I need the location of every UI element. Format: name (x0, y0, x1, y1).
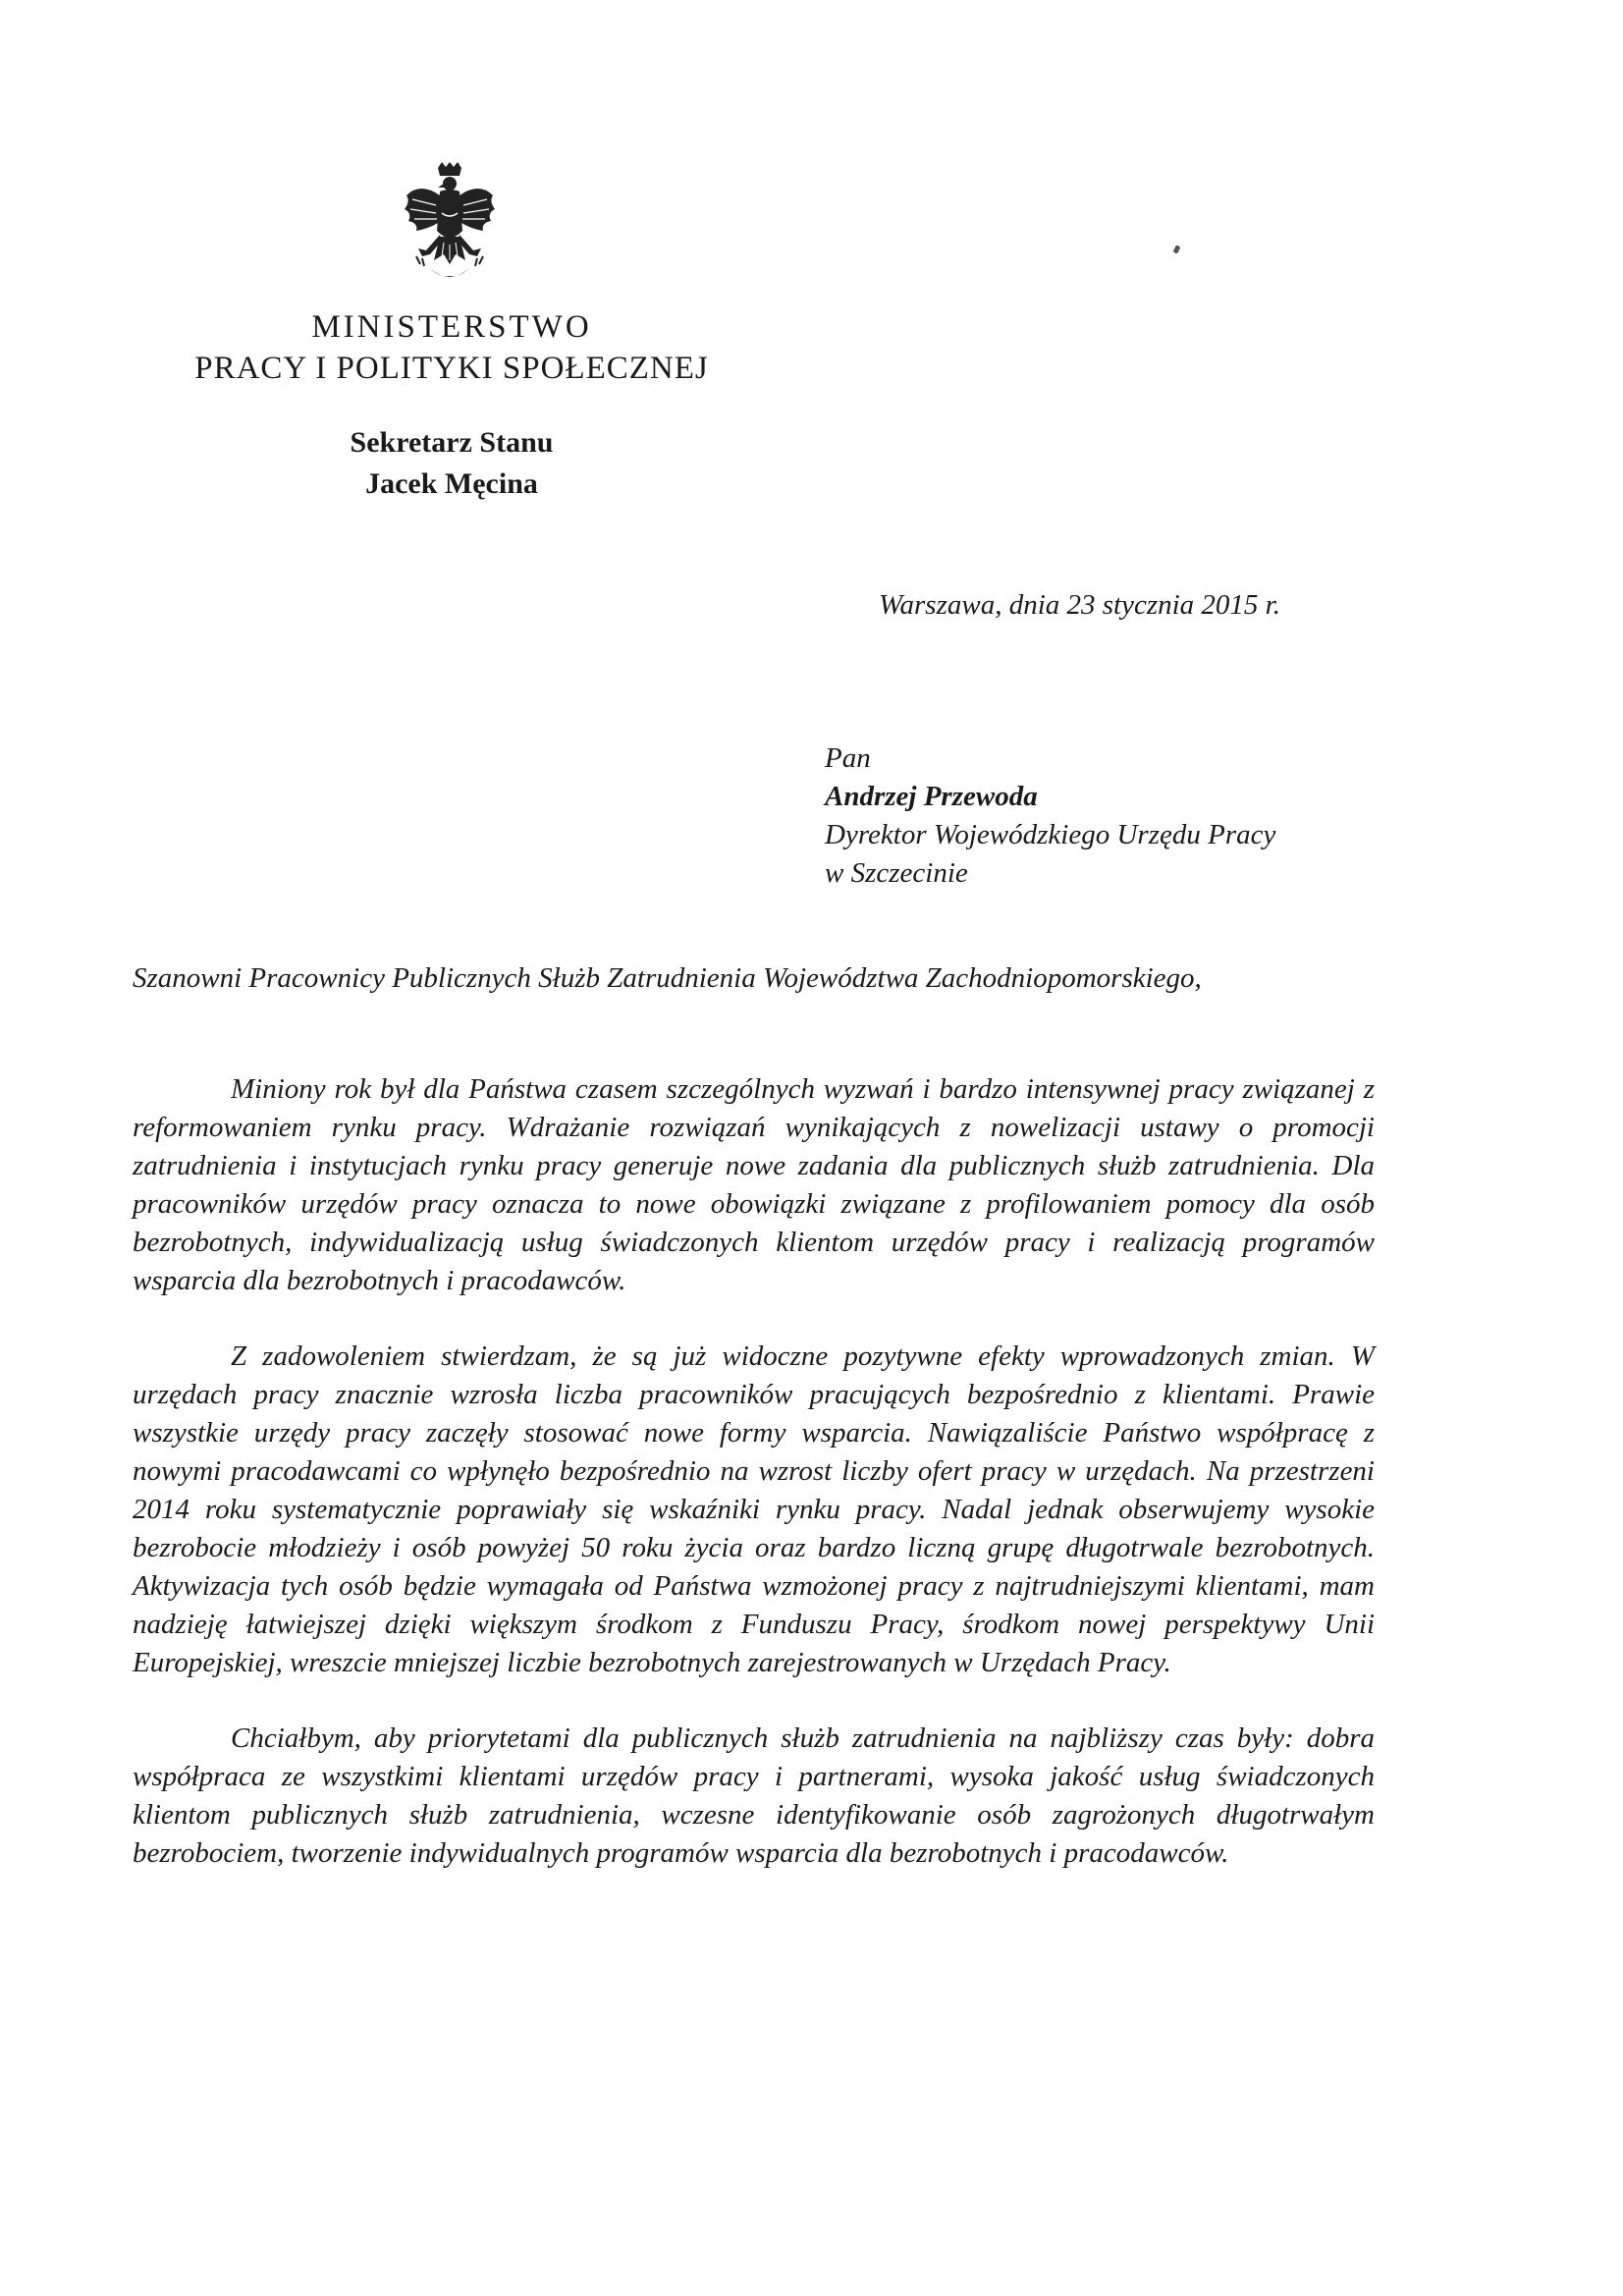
polish-eagle-icon (401, 162, 499, 288)
addressee-city: w Szczecinie (825, 857, 968, 889)
ministry-name-line1: MINISTERSTWO (311, 309, 592, 345)
addressee-name: Andrzej Przewoda (825, 781, 1038, 812)
ministry-header (128, 306, 776, 389)
sender-block (285, 422, 619, 505)
scan-speck (1173, 245, 1181, 253)
letter-date: Warszawa, dnia 23 stycznia 2015 r. (879, 589, 1281, 621)
body-paragraph-1: Miniony rok był dla Państwa czasem szczególnych wyzwań i bardzo intensywnej pracy związanej z reformowaniem rynku pracy. Wdrażanie rozwiązań wynikających z nowelizacji ustawy o promocji zatrudnienia i instytucjach rynku pracy generuje nowe zadania dla publicznych służb zatrudnienia. Dla pracowników urzędów pracy oznacza to nowe obowiązki związane z profilowaniem pomocy dla osób bezrobotnych, indywidualizacją usług świadczonych klientom urzędów pracy i realizacją programów wsparcia dla bezrobotnych i pracodawców. (133, 1073, 1375, 1296)
letter-body (133, 1070, 1375, 1910)
sender-title: Sekretarz Stanu (350, 426, 554, 459)
addressee-salutation-word: Pan (825, 742, 871, 774)
body-paragraph-3: Chciałbym, aby priorytetami dla publicznych służb zatrudnienia na najbliższy czas były: dobra współpraca ze wszystkimi klientami urzędów pracy i partnerami, wysoka jakość usług świadczonych klientom publicznych służb zatrudnienia, wczesne identyfikowanie osób zagrożonych długotrwałym bezrobociem, tworzenie indywidualnych programów wsparcia dla bezrobotnych i pracodawców. (133, 1722, 1375, 1869)
addressee-position: Dyrektor Wojewódzkiego Urzędu Pracy (825, 819, 1276, 850)
addressee-block (825, 739, 1275, 893)
body-paragraph-2: Z zadowoleniem stwierdzam, że są już widoczne pozytywne efekty wprowadzonych zmian. W urzędach pracy znacznie wzrosła liczba pracowników pracujących bezpośrednio z klientami. Prawie wszystkie urzędy pracy zaczęły stosować nowe formy wsparcia. Nawiązaliście Państwo współpracę z nowymi pracodawcami co wpłynęło bezpośrednio na wzrost liczby ofert pracy w urzędach. Na przestrzeni 2014 roku systematycznie poprawiały się wskaźniki rynku pracy. Nadal jednak obserwujemy wysokie bezrobocie młodzieży i osób powyżej 50 roku życia oraz bardzo liczną grupę długotrwale bezrobotnych. Aktywizacja tych osób będzie wymagała od Państwa wzmożonej pracy z najtrudniejszymi klientami, mam nadzieję łatwiejszej dzięki większym środkom z Funduszu Pracy, środkom nowej perspektywy Unii Europejskiej, wreszcie mniejszej liczbie bezrobotnych zarejestrowanych w Urzędach Pracy. (133, 1340, 1375, 1678)
letter-salutation: Szanowni Pracownicy Publicznych Służb Zatrudnienia Województwa Zachodniopomorskiego, (133, 962, 1202, 994)
ministry-name-line2: PRACY I POLITYKI SPOŁECZNEJ (194, 351, 709, 386)
sender-name: Jacek Męcina (365, 467, 538, 500)
